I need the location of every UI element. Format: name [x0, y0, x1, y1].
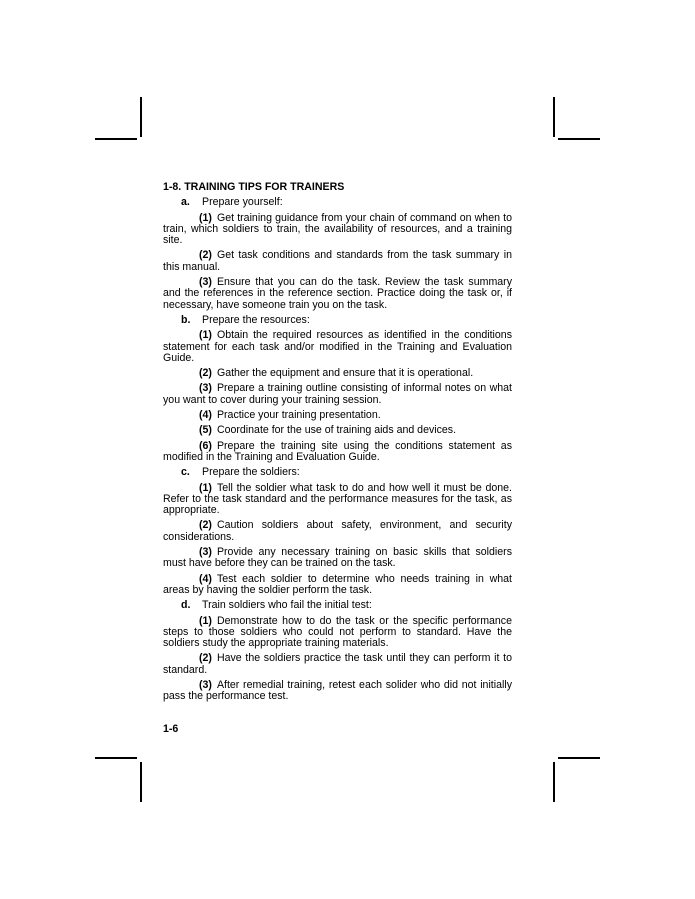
subsection-heading: [181, 315, 512, 326]
numbered-paragraph: [163, 250, 512, 273]
numbered-paragraph: [163, 368, 512, 379]
paragraph-text: Demonstrate how to do the task or the specific performance steps to those soldiers who could not perform to standard. Have the soldiers study the appropriate training materials.: [163, 614, 512, 650]
section-heading: 1-8. TRAINING TIPS FOR TRAINERS: [163, 181, 345, 193]
crop-mark-bottom-right-vertical: [553, 762, 555, 802]
subsection-title: Prepare yourself:: [202, 196, 283, 209]
paragraph-text: Get task conditions and standards from the task summary in this manual.: [163, 249, 512, 273]
paragraph-text: Provide any necessary training on basic skills that soldiers must have before they can be trained on the task.: [163, 546, 512, 570]
paragraph-number: (3): [199, 546, 212, 559]
crop-mark-bottom-left-horizontal: [95, 757, 137, 759]
crop-mark-bottom-left-vertical: [140, 762, 142, 802]
numbered-paragraph: [163, 616, 512, 650]
paragraph-number: (1): [199, 329, 212, 342]
paragraph-text: Test each soldier to determine who needs training in what areas by having the soldier perform the task.: [163, 572, 512, 596]
numbered-paragraph: [163, 547, 512, 570]
paragraph-text: Gather the equipment and ensure that it is operational.: [216, 367, 474, 380]
paragraph-text: Tell the soldier what task to do and how well it must be done. Refer to the task standard and the performance measures for the task, as appropriate.: [163, 481, 512, 517]
subsection-letter: a.: [181, 196, 190, 209]
paragraph-number: (1): [199, 481, 212, 494]
numbered-paragraph: [163, 441, 512, 464]
paragraph-number: (3): [199, 678, 212, 691]
paragraph-text: Coordinate for the use of training aids and devices.: [216, 424, 457, 437]
paragraph-number: (1): [199, 211, 212, 224]
numbered-paragraph: [163, 483, 512, 517]
paragraph-text: After remedial training, retest each solider who did not initially pass the performance test.: [163, 678, 512, 703]
paragraph-number: (5): [199, 424, 212, 437]
subsection-heading: [181, 467, 512, 478]
paragraph-text: Caution soldiers about safety, environment, and security considerations.: [163, 519, 512, 543]
paragraph-number: (4): [199, 572, 212, 585]
crop-mark-top-right-vertical: [553, 97, 555, 137]
subsection-letter: c.: [181, 466, 190, 479]
subsection-title: Prepare the resources:: [202, 313, 310, 326]
paragraph-number: (2): [199, 367, 212, 380]
paragraph-number: (2): [199, 249, 212, 262]
numbered-paragraph: [163, 410, 512, 421]
paragraph-text: Have the soldiers practice the task until they can perform it to standard.: [163, 652, 512, 676]
numbered-paragraph: [163, 680, 512, 703]
paragraph-text: Prepare the training site using the conditions statement as modified in the Training and Evaluation Guide.: [163, 439, 512, 463]
paragraph-number: (2): [199, 519, 212, 532]
paragraph-text: Practice your training presentation.: [216, 409, 381, 422]
subsection-title: Train soldiers who fail the initial test:: [202, 599, 372, 612]
numbered-paragraph: [163, 653, 512, 676]
numbered-paragraph: [163, 330, 512, 364]
subsection-heading: [181, 197, 512, 208]
subsection-letter: b.: [181, 313, 191, 326]
subsection-list: [163, 197, 512, 702]
paragraph-number: (2): [199, 652, 212, 665]
crop-mark-top-left-horizontal: [95, 138, 137, 140]
numbered-paragraph: [163, 425, 512, 436]
crop-mark-bottom-right-horizontal: [558, 757, 600, 759]
document-body: [163, 182, 512, 707]
paragraph-number: (6): [199, 439, 212, 452]
paragraph-number: (3): [199, 382, 212, 395]
crop-mark-top-right-horizontal: [558, 138, 600, 140]
subsection-heading: [181, 600, 512, 611]
numbered-paragraph: [163, 277, 512, 311]
subsection-title: Prepare the soldiers:: [202, 466, 300, 479]
page-number: 1-6: [163, 723, 179, 735]
subsection-letter: d.: [181, 599, 191, 612]
paragraph-number: (3): [199, 276, 212, 289]
numbered-paragraph: [163, 383, 512, 406]
paragraph-text: Prepare a training outline consisting of informal notes on what you want to cover during your training session.: [163, 382, 512, 406]
numbered-paragraph: [163, 574, 512, 597]
numbered-paragraph: [163, 213, 512, 247]
paragraph-text: Ensure that you can do the task. Review the task summary and the references in the reference section. Practice doing the task or, if necessary, have someone train you on the task.: [163, 276, 512, 311]
paragraph-number: (4): [199, 409, 212, 422]
paragraph-number: (1): [199, 614, 212, 627]
crop-mark-top-left-vertical: [140, 97, 142, 137]
paragraph-text: Get training guidance from your chain of command on when to train, which soldiers to train, the availability of resources, and a training site.: [163, 211, 512, 247]
numbered-paragraph: [163, 520, 512, 543]
paragraph-text: Obtain the required resources as identified in the conditions statement for each task and/or modified in the Training and Evaluation Guide.: [163, 329, 512, 364]
